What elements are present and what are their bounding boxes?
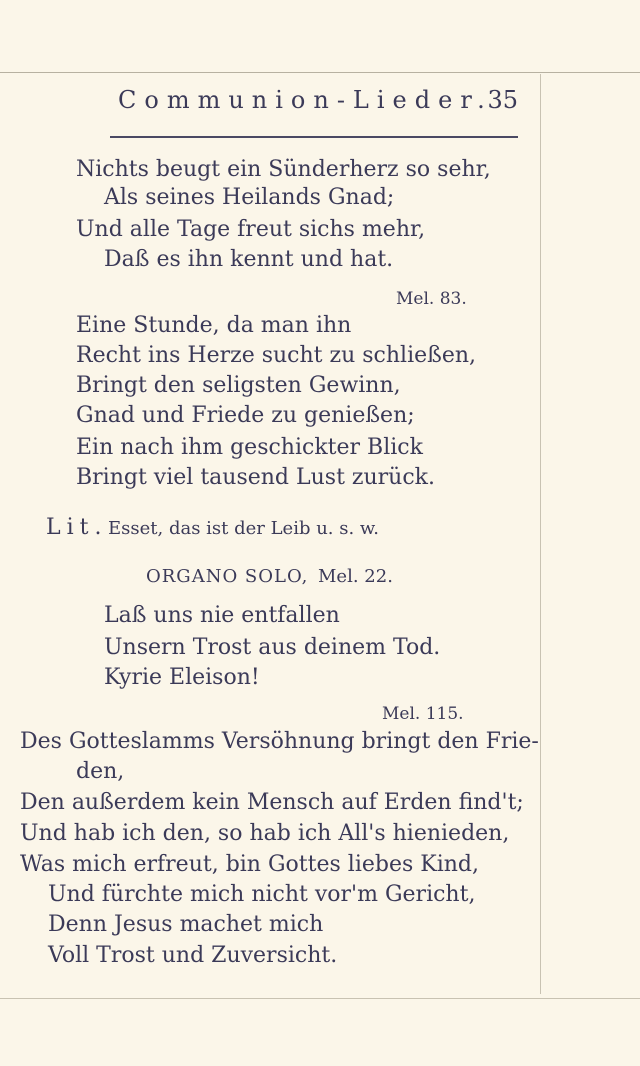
stanza-line: Denn Jesus machet mich	[48, 912, 324, 937]
page-header	[118, 86, 518, 122]
liturgy-text: Esset, das ist der Leib u. s. w.	[108, 518, 379, 539]
stanza-line: Des Gotteslamms Versöhnung bringt den Frie-	[20, 729, 539, 754]
melody-reference: Mel. 83.	[396, 289, 467, 309]
stanza-line: Eine Stunde, da man ihn	[76, 313, 352, 338]
melody-reference: Mel. 115.	[382, 704, 464, 724]
stanza-line: Kyrie Eleison!	[104, 665, 260, 690]
stanza-line: Recht ins Herze sucht zu schließen,	[76, 343, 477, 368]
stanza-line: Laß uns nie entfallen	[104, 603, 340, 628]
stanza-line: Gnad und Friede zu genießen;	[76, 403, 415, 428]
stanza-line: Nichts beugt ein Sünderherz so sehr,	[76, 157, 491, 182]
stanza-line: Bringt den seligsten Gewinn,	[76, 373, 401, 398]
organ-solo-label: ORGANO SOLO,	[146, 566, 309, 587]
stanza-line: den,	[76, 759, 125, 784]
stanza-line: Den außerdem kein Mensch auf Erden find't;	[20, 790, 524, 815]
stanza-line: Voll Trost und Zuversicht.	[48, 943, 338, 968]
stanza-line: Unsern Trost aus deinem Tod.	[104, 635, 441, 660]
liturgy-label: Lit.	[46, 515, 108, 540]
page-bottom-edge	[0, 998, 640, 999]
stanza-line: Und alle Tage freut sichs mehr,	[76, 217, 426, 242]
organ-solo-melody: Mel. 22.	[318, 566, 393, 587]
stanza-line: Bringt viel tausend Lust zurück.	[76, 465, 435, 490]
header-rule	[110, 136, 518, 138]
stanza-line: Und fürchte mich nicht vor'm Gericht,	[48, 882, 476, 907]
stanza-line: Als seines Heilands Gnad;	[104, 185, 395, 210]
running-title: Communion-Lieder.	[118, 86, 493, 114]
stanza-line: Ein nach ihm geschickter Blick	[76, 435, 423, 460]
stanza-line: Was mich erfreut, bin Gottes liebes Kind,	[20, 852, 479, 877]
page-top-edge	[0, 72, 640, 73]
page-number: 35	[487, 86, 518, 114]
stanza-line: Und hab ich den, so hab ich All's hienieden,	[20, 821, 510, 846]
stanza-line: Daß es ihn kennt und hat.	[104, 247, 394, 272]
page-right-margin-line	[540, 74, 541, 994]
